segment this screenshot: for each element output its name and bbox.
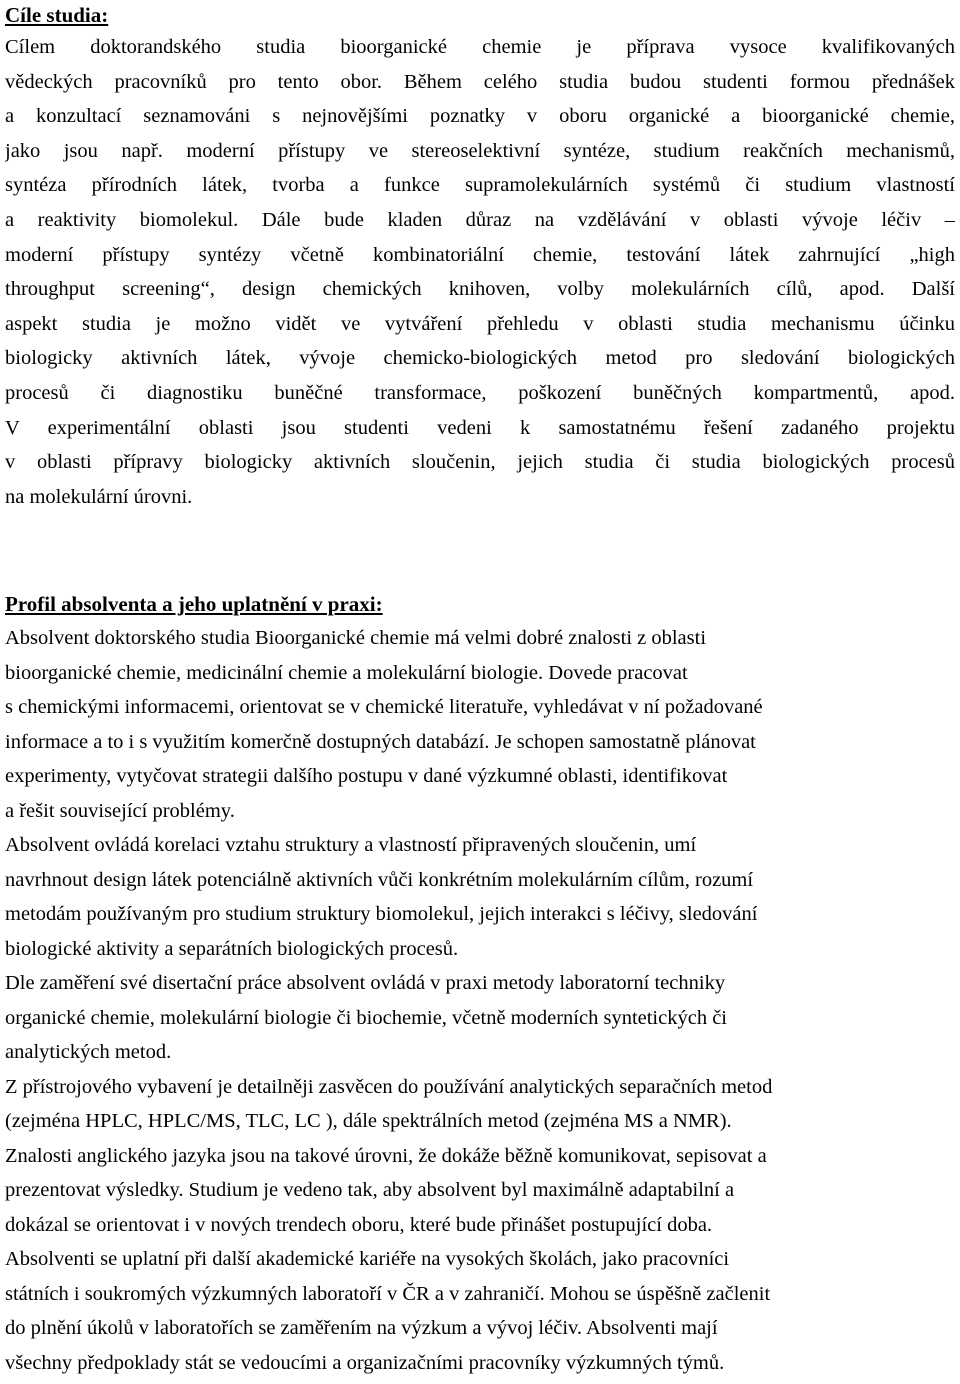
paragraph-line: Cílem doktorandského studia bioorganické chemie je příprava vysoce kvalifikovaných [5,36,955,58]
paragraph-line: Absolvent ovládá korelaci vztahu struktury a vlastností připravených sloučenin, umí [5,834,697,856]
paragraph-line: bioorganické chemie, medicinální chemie a molekulární biologie. Dovede pracovat [5,661,688,684]
paragraph-line: V experimentální oblasti jsou studenti vedeni k samostatnému řešení zadaného projektu [5,416,955,439]
paragraph-line: syntéza přírodních látek, tvorba a funkce supramolekulárních systémů či studium vlastností [5,174,955,197]
paragraph-line: biologicky aktivních látek, vývoje chemicko-biologických metod pro sledování biologických [5,347,955,370]
paragraph-line: na molekulární úrovni. [5,485,193,508]
paragraph-line: organické chemie, molekulární biologie či biochemie, včetně moderních syntetických či [5,1006,727,1029]
paragraph-line: experimenty, vytyčovat strategii dalšího postupu v dané výzkumné oblasti, identifikovat [5,765,728,787]
section-study-goals [5,0,955,514]
paragraph-line: aspekt studia je možno vidět ve vytváření přehledu v oblasti studia mechanismu účinku [5,312,955,335]
document-page [5,0,955,1374]
paragraph-line: a řešit související problémy. [5,799,235,822]
paragraph-line: Dle zaměření své disertační práce absolvent ovládá v praxi metody laboratorní techniky [5,972,726,994]
paragraph-line: a reaktivity biomolekul. Dále bude kladen důraz na vzdělávání v oblasti vývoje léčiv – [5,208,955,231]
section-heading-graduate-profile: Profil absolventa a jeho uplatnění v praxi: [5,592,383,616]
paragraph-line: státních i soukromých výzkumných laboratoří v ČR a v zahraničí. Mohou se úspěšně začlenit [5,1282,771,1305]
paragraph-line: analytických metod. [5,1041,172,1063]
section-graduate-profile [5,587,955,1380]
paragraph-line: všechny předpoklady stát se vedoucími a organizačními pracovníky výzkumných týmů. [5,1351,725,1374]
paragraph-line: metodám používaným pro studium struktury biomolekul, jejich interakci s léčivy, sledování [5,903,758,925]
paragraph-line: moderní přístupy syntézy včetně kombinatoriální chemie, testování látek zahrnující „high [5,243,955,266]
paragraph-line: dokázal se orientovat i v nových trendech oboru, které bude přinášet postupující doba. [5,1213,713,1236]
paragraph-line: procesů či diagnostiku buněčné transformace, poškození buněčných kompartmentů, apod. [5,381,955,404]
paragraph-line: Znalosti anglického jazyka jsou na takové úrovni, že dokáže běžně komunikovat, sepisovat a [5,1144,767,1167]
paragraph-line: jako jsou např. moderní přístupy ve stereoselektivní syntéze, studium reakčních mechanismů, [5,139,955,162]
paragraph-line: Absolvent doktorského studia Bioorganické chemie má velmi dobré znalosti z oblasti [5,627,707,649]
paragraph-line: throughput screening“, design chemických knihoven, volby molekulárních cílů, apod. Další [5,278,955,301]
paragraph-line: (zejména HPLC, HPLC/MS, TLC, LC ), dále spektrálních metod (zejména MS a NMR). [5,1110,732,1132]
paragraph-line: do plnění úkolů v laboratořích se zaměřením na výzkum a vývoj léčiv. Absolventi mají [5,1317,718,1339]
paragraph-line: navrhnout design látek potenciálně aktivních vůči konkrétním molekulárním cílům, rozumí [5,868,754,891]
paragraph-line: prezentovat výsledky. Studium je vedeno tak, aby absolvent byl maximálně adaptabilní a [5,1179,735,1201]
paragraph-line: informace a to i s využitím komerčně dostupných databází. Je schopen samostatně plánovat [5,730,756,753]
section-heading-study-goals: Cíle studia: [5,3,109,27]
paragraph-line: Absolventi se uplatní při další akademické kariéře na vysokých školách, jako pracovníci [5,1248,730,1270]
paragraph-line: biologické aktivity a separátních biologických procesů. [5,937,459,960]
paragraph-line: a konzultací seznamováni s nejnovějšími poznatky v oboru organické a bioorganické chemie, [5,105,955,128]
paragraph-line: vědeckých pracovníků pro tento obor. Během celého studia budou studenti formou přednášek [5,70,955,93]
paragraph-line: Z přístrojového vybavení je detailněji zasvěcen do používání analytických separačních metod [5,1075,773,1098]
paragraph-line: v oblasti přípravy biologicky aktivních sloučenin, jejich studia či studia biologických procesů [5,451,955,474]
paragraph-line: s chemickými informacemi, orientovat se v chemické literatuře, vyhledávat v ní požadované [5,696,763,718]
